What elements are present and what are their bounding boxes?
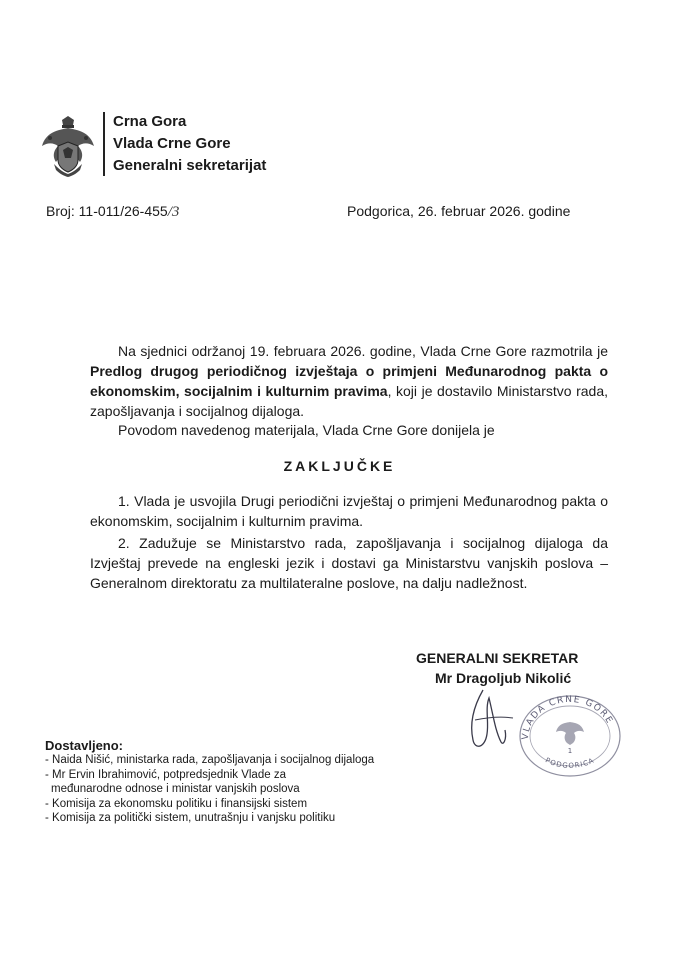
distribution-list [45, 753, 374, 826]
intro-text-bold: Predlog drugog periodičnog izvještaja o primjeni Međunarodnog pakta o ekonomskim, socijalnim i kulturnim pravima [90, 363, 608, 399]
document-date: Podgorica, 26. februar 2026. godine [347, 203, 571, 219]
institution-header [113, 111, 266, 177]
intro-text-start: Na sjednici održanoj 19. februara 2026. godine, Vlada Crne Gore razmotrila je [118, 343, 608, 359]
distribution-item: - Komisija za politički sistem, unutrašnju i vanjsku politiku [45, 812, 336, 825]
conclusion-item-1 [90, 491, 608, 531]
distribution-item: - Komisija za ekonomsku politiku i finansijski sistem [45, 797, 308, 810]
coat-of-arms-icon [40, 116, 96, 178]
header-divider [103, 112, 105, 176]
signatory-name: Mr Dragoljub Nikolić [435, 670, 572, 686]
svg-text:PODGORICA [544, 756, 596, 770]
stamp-emblem-icon [556, 722, 584, 745]
reference-number [46, 203, 179, 221]
distribution-item: međunarodne odnose i ministar vanjskih poslova [51, 783, 300, 796]
distribution-item: - Mr Ervin Ibrahimović, potpredsjednik Vlade za [45, 768, 286, 781]
signatory-title: GENERALNI SEKRETAR [416, 650, 579, 666]
conclusion-item-2-text: 2. Zadužuje se Ministarstvo rada, zapošljavanja i socijalnog dijaloga da Izvještaj prevede na engleski jezik i dostavi ga Ministarstvu vanjskih poslova – Generalnom direktoratu za multilateralne poslove, na dalju nadležnost. [90, 535, 608, 591]
stamp-number: 1 [567, 747, 573, 755]
decision-intro: Povodom navedenog materijala, Vlada Crne Gore donijela je [118, 422, 495, 438]
conclusion-item-2 [90, 533, 608, 593]
stamp-top-text: VLADA CRNE GORE [520, 694, 615, 741]
stamp-bottom-text: PODGORICA [543, 756, 596, 770]
header-government: Vlada Crne Gore [113, 135, 231, 152]
reference-number-text: Broj: 11-011/26-455 [46, 203, 168, 219]
reference-handwritten-mark: /3 [167, 204, 180, 220]
header-secretariat: Generalni sekretarijat [113, 157, 267, 174]
official-stamp [510, 688, 630, 778]
header-country: Crna Gora [113, 113, 187, 130]
intro-paragraph [90, 341, 608, 421]
distribution-label: Dostavljeno: [45, 738, 124, 753]
conclusion-item-1-text: 1. Vlada je usvojila Drugi periodični izvještaj o primjeni Međunarodnog pakta o ekonomskim, socijalnim i kulturnim pravima. [90, 493, 608, 529]
conclusions-heading: ZAKLJUČKE [283, 458, 396, 474]
intro-text-end: , koji je dostavilo Ministarstvo rada, zapošljavanja i socijalnog dijaloga. [90, 383, 609, 419]
distribution-item: - Naida Nišić, ministarka rada, zapošljavanja i socijalnog dijaloga [45, 754, 375, 766]
